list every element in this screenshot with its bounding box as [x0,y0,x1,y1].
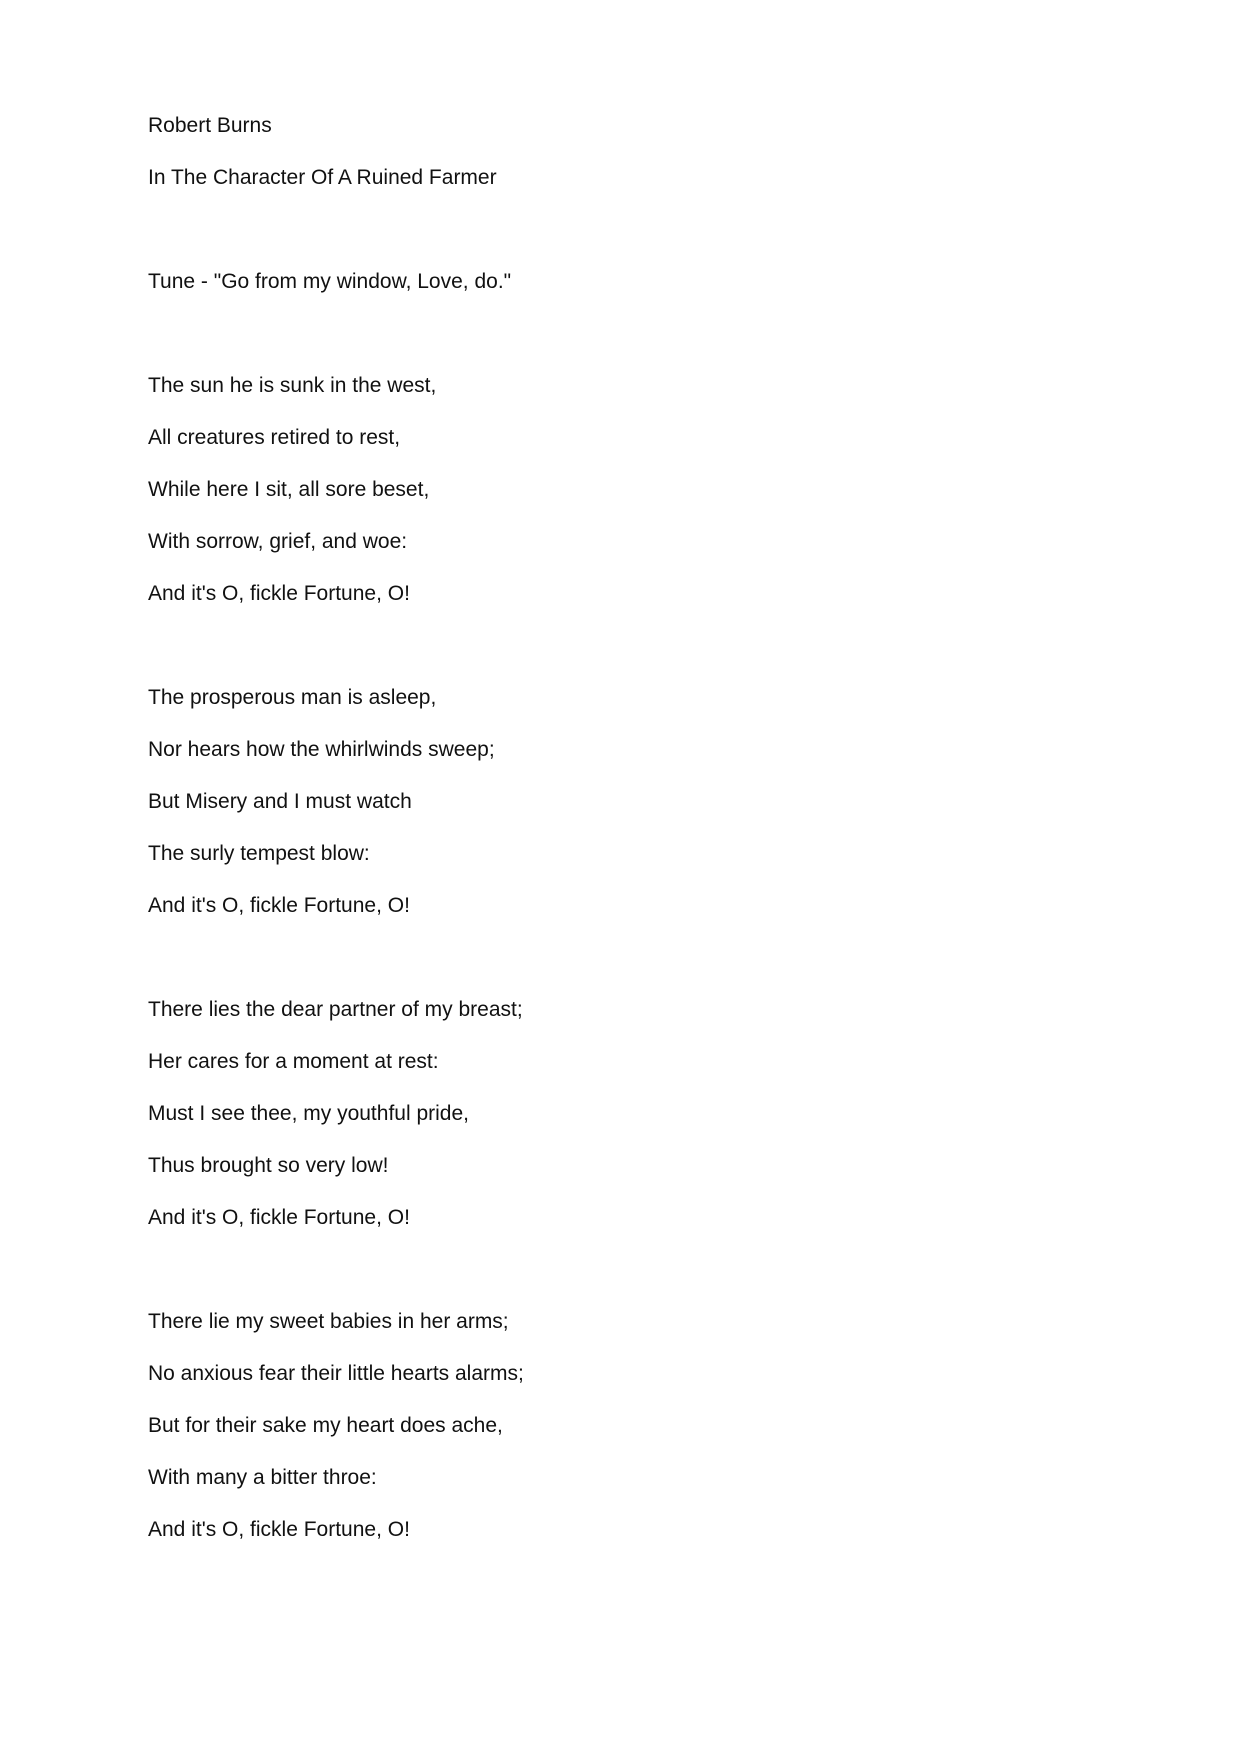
verse-line: But Misery and I must watch [148,790,412,813]
author-line: Robert Burns [148,114,272,137]
verse-line: The surly tempest blow: [148,842,370,865]
verse-line: Nor hears how the whirlwinds sweep; [148,738,495,761]
verse-line: The sun he is sunk in the west, [148,374,437,397]
verse-line: And it's O, fickle Fortune, O! [148,894,410,917]
verse-line: Must I see thee, my youthful pride, [148,1102,469,1125]
verse-line: While here I sit, all sore beset, [148,478,430,501]
verse-line: With many a bitter throe: [148,1466,377,1489]
verse-line: But for their sake my heart does ache, [148,1414,503,1437]
verse-line: And it's O, fickle Fortune, O! [148,1206,410,1229]
verse-line: And it's O, fickle Fortune, O! [148,582,410,605]
verse-line: There lies the dear partner of my breast; [148,998,523,1021]
poem-title: In The Character Of A Ruined Farmer [148,166,497,189]
verse-line: Thus brought so very low! [148,1154,389,1177]
verse-line: All creatures retired to rest, [148,426,401,449]
tune-line: Tune - "Go from my window, Love, do." [148,270,512,293]
verse-line: The prosperous man is asleep, [148,686,437,709]
verse-line: And it's O, fickle Fortune, O! [148,1518,410,1541]
verse-line: With sorrow, grief, and woe: [148,530,408,553]
verse-line: There lie my sweet babies in her arms; [148,1310,509,1333]
verse-line: No anxious fear their little hearts alarms; [148,1362,524,1385]
verse-line: Her cares for a moment at rest: [148,1050,439,1073]
